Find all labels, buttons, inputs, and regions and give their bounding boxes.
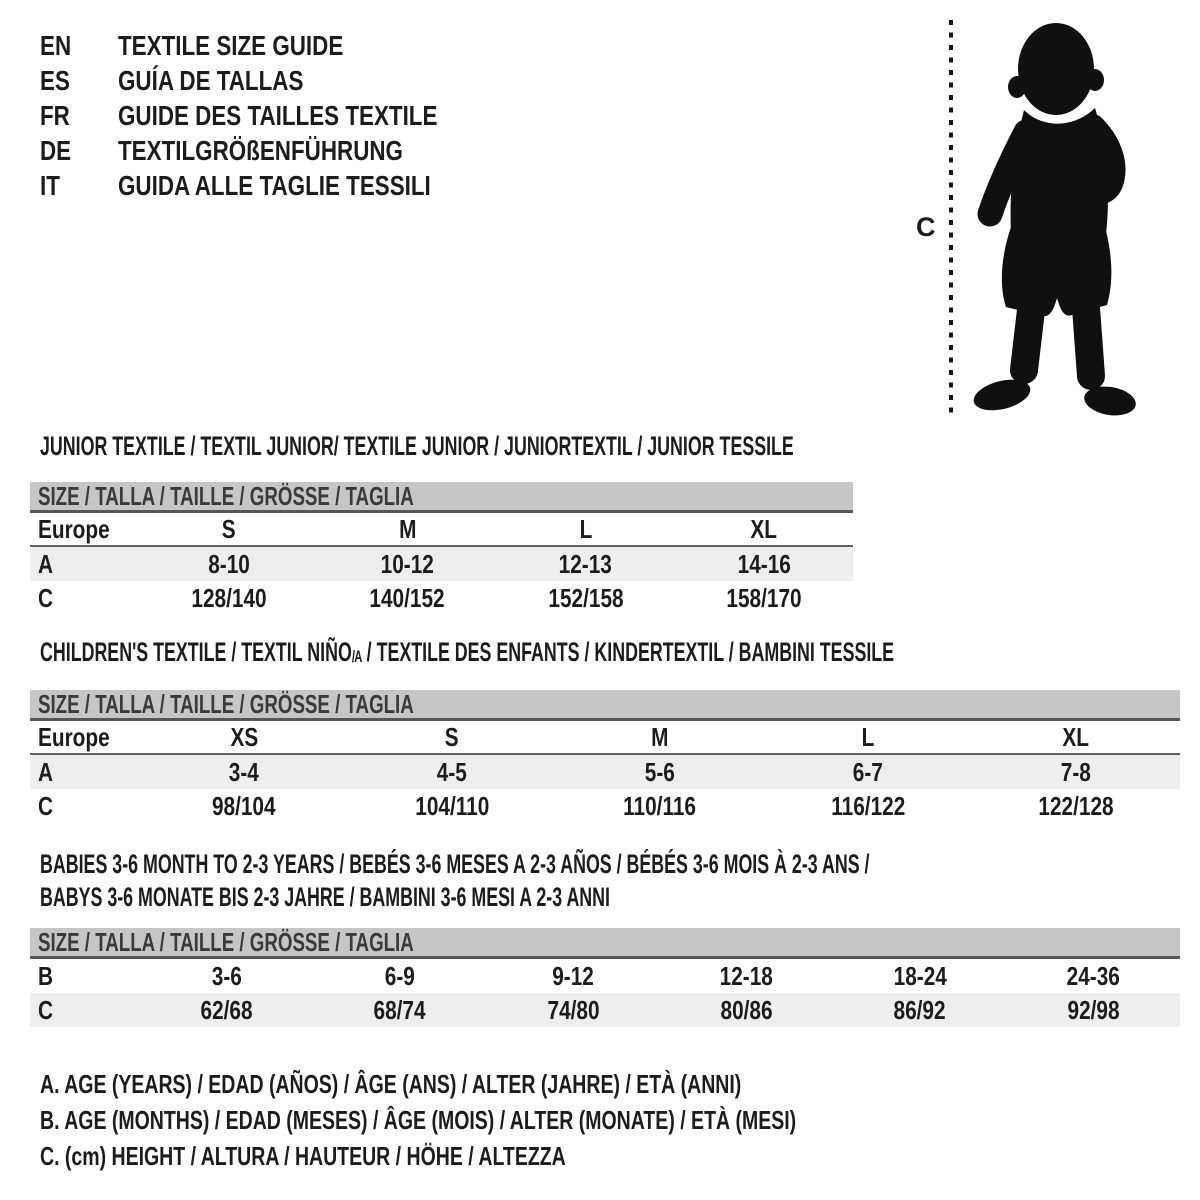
- height-measure-label: C: [916, 212, 936, 242]
- babies-size-table: [30, 928, 1180, 1027]
- size-header-bar: SIZE / TALLA / TAILLE / GRÖSSE / TAGLIA: [30, 690, 1180, 721]
- row-label: A: [38, 757, 54, 787]
- age-cell: 8-10: [208, 549, 250, 579]
- age-cell: 7-8: [1060, 757, 1092, 787]
- months-cell: 6-9: [384, 961, 416, 991]
- table-row-height: [30, 789, 1180, 823]
- language-code: FR: [40, 100, 70, 131]
- table-row-months: [30, 959, 1180, 993]
- height-cell: 62/68: [200, 995, 253, 1025]
- height-cell: 152/158: [548, 583, 624, 613]
- language-code: DE: [40, 135, 72, 166]
- months-cell: 18-24: [893, 961, 947, 991]
- nino-a-suffix: /A: [351, 647, 362, 666]
- table-row-europe: [30, 513, 853, 547]
- height-figure: [945, 12, 1145, 422]
- language-title: TEXTILGRÖßENFÜHRUNG: [118, 135, 403, 166]
- row-label: Europe: [38, 514, 110, 544]
- age-cell: 14-16: [737, 549, 791, 579]
- language-title: TEXTILE SIZE GUIDE: [118, 30, 344, 61]
- toddler-silhouette-icon: [945, 12, 1145, 422]
- height-cell: 110/116: [623, 791, 697, 821]
- row-label: A: [38, 549, 54, 579]
- size-cell: L: [861, 722, 875, 752]
- legend-line-c: C. (cm) HEIGHT / ALTURA / HAUTEUR / HÖHE / ALTEZZA: [40, 1141, 566, 1171]
- size-cell: XS: [230, 722, 258, 752]
- table-row-age: [30, 547, 853, 581]
- size-header-bar: SIZE / TALLA / TAILLE / GRÖSSE / TAGLIA: [30, 482, 853, 513]
- height-cell: 116/122: [830, 791, 906, 821]
- row-label: C: [38, 791, 54, 821]
- measurement-legend: [40, 1066, 1048, 1174]
- size-cell: XL: [750, 514, 778, 544]
- size-header-bar: SIZE / TALLA / TAILLE / GRÖSSE / TAGLIA: [30, 928, 1180, 959]
- height-cell: 92/98: [1067, 995, 1120, 1025]
- height-cell: 86/92: [893, 995, 947, 1025]
- height-cell: 104/110: [414, 791, 490, 821]
- language-title: GUIDE DES TAILLES TEXTILE: [118, 100, 438, 131]
- months-cell: 12-18: [720, 961, 774, 991]
- height-cell: 128/140: [191, 583, 267, 613]
- size-cell: M: [398, 514, 417, 544]
- row-label: C: [38, 583, 54, 613]
- months-cell: 24-36: [1066, 961, 1120, 991]
- legend-line-b: B. AGE (MONTHS) / EDAD (MESES) / ÂGE (MOIS) / ALTER (MONATE) / ETÀ (MESI): [40, 1105, 797, 1135]
- babies-section-title: BABIES 3-6 MONTH TO 2-3 YEARS / BEBÉS 3-6 MESES A 2-3 AÑOS / BÉBÉS 3-6 MOIS À 2-3 ANS / BABYS 3-6 MONATE BIS 2-3 JAHRE / BAMBINI 3-6 MESI A 2-3 ANNI: [40, 849, 870, 912]
- height-cell: 80/86: [720, 995, 773, 1025]
- months-cell: 3-6: [211, 961, 242, 991]
- age-cell: 10-12: [380, 549, 434, 579]
- height-cell: 74/80: [547, 995, 600, 1025]
- legend-line-a: A. AGE (YEARS) / EDAD (AÑOS) / ÂGE (ANS) / ALTER (JAHRE) / ETÀ (ANNI): [40, 1069, 742, 1099]
- table-row-age: [30, 755, 1180, 789]
- table-row-height: [30, 581, 853, 615]
- height-cell: 68/74: [373, 995, 427, 1025]
- row-label: Europe: [38, 722, 110, 752]
- children-size-table: [30, 690, 1180, 823]
- language-code: ES: [40, 65, 70, 96]
- row-label: C: [38, 995, 54, 1025]
- language-code: EN: [40, 30, 72, 61]
- language-code: IT: [40, 170, 60, 201]
- size-cell: L: [579, 514, 592, 544]
- language-title: GUIDA ALLE TAGLIE TESSILI: [118, 170, 431, 201]
- size-cell: S: [445, 722, 459, 752]
- size-cell: M: [651, 722, 669, 752]
- age-cell: 3-4: [228, 757, 260, 787]
- height-cell: 140/152: [369, 583, 445, 613]
- row-label: B: [38, 961, 54, 991]
- age-cell: 6-7: [852, 757, 884, 787]
- size-cell: S: [222, 514, 237, 544]
- height-cell: 122/128: [1038, 791, 1114, 821]
- size-cell: XL: [1062, 722, 1090, 752]
- children-section-title: CHILDREN'S TEXTILE / TEXTIL NIÑO/A / TEXTILE DES ENFANTS / KINDERTEXTIL / BAMBINI TESSILE: [40, 637, 895, 667]
- table-row-height: [30, 993, 1180, 1027]
- language-title: GUÍA DE TALLAS: [118, 65, 304, 96]
- junior-section-title: JUNIOR TEXTILE / TEXTIL JUNIOR/ TEXTILE JUNIOR / JUNIORTEXTIL / JUNIOR TESSILE: [40, 431, 794, 461]
- table-row-europe: [30, 721, 1180, 755]
- age-cell: 4-5: [436, 757, 468, 787]
- age-cell: 12-13: [559, 549, 613, 579]
- junior-size-table: [30, 482, 853, 615]
- height-cell: 158/170: [726, 583, 802, 613]
- age-cell: 5-6: [644, 757, 676, 787]
- height-cell: 98/104: [212, 791, 276, 821]
- months-cell: 9-12: [552, 961, 595, 991]
